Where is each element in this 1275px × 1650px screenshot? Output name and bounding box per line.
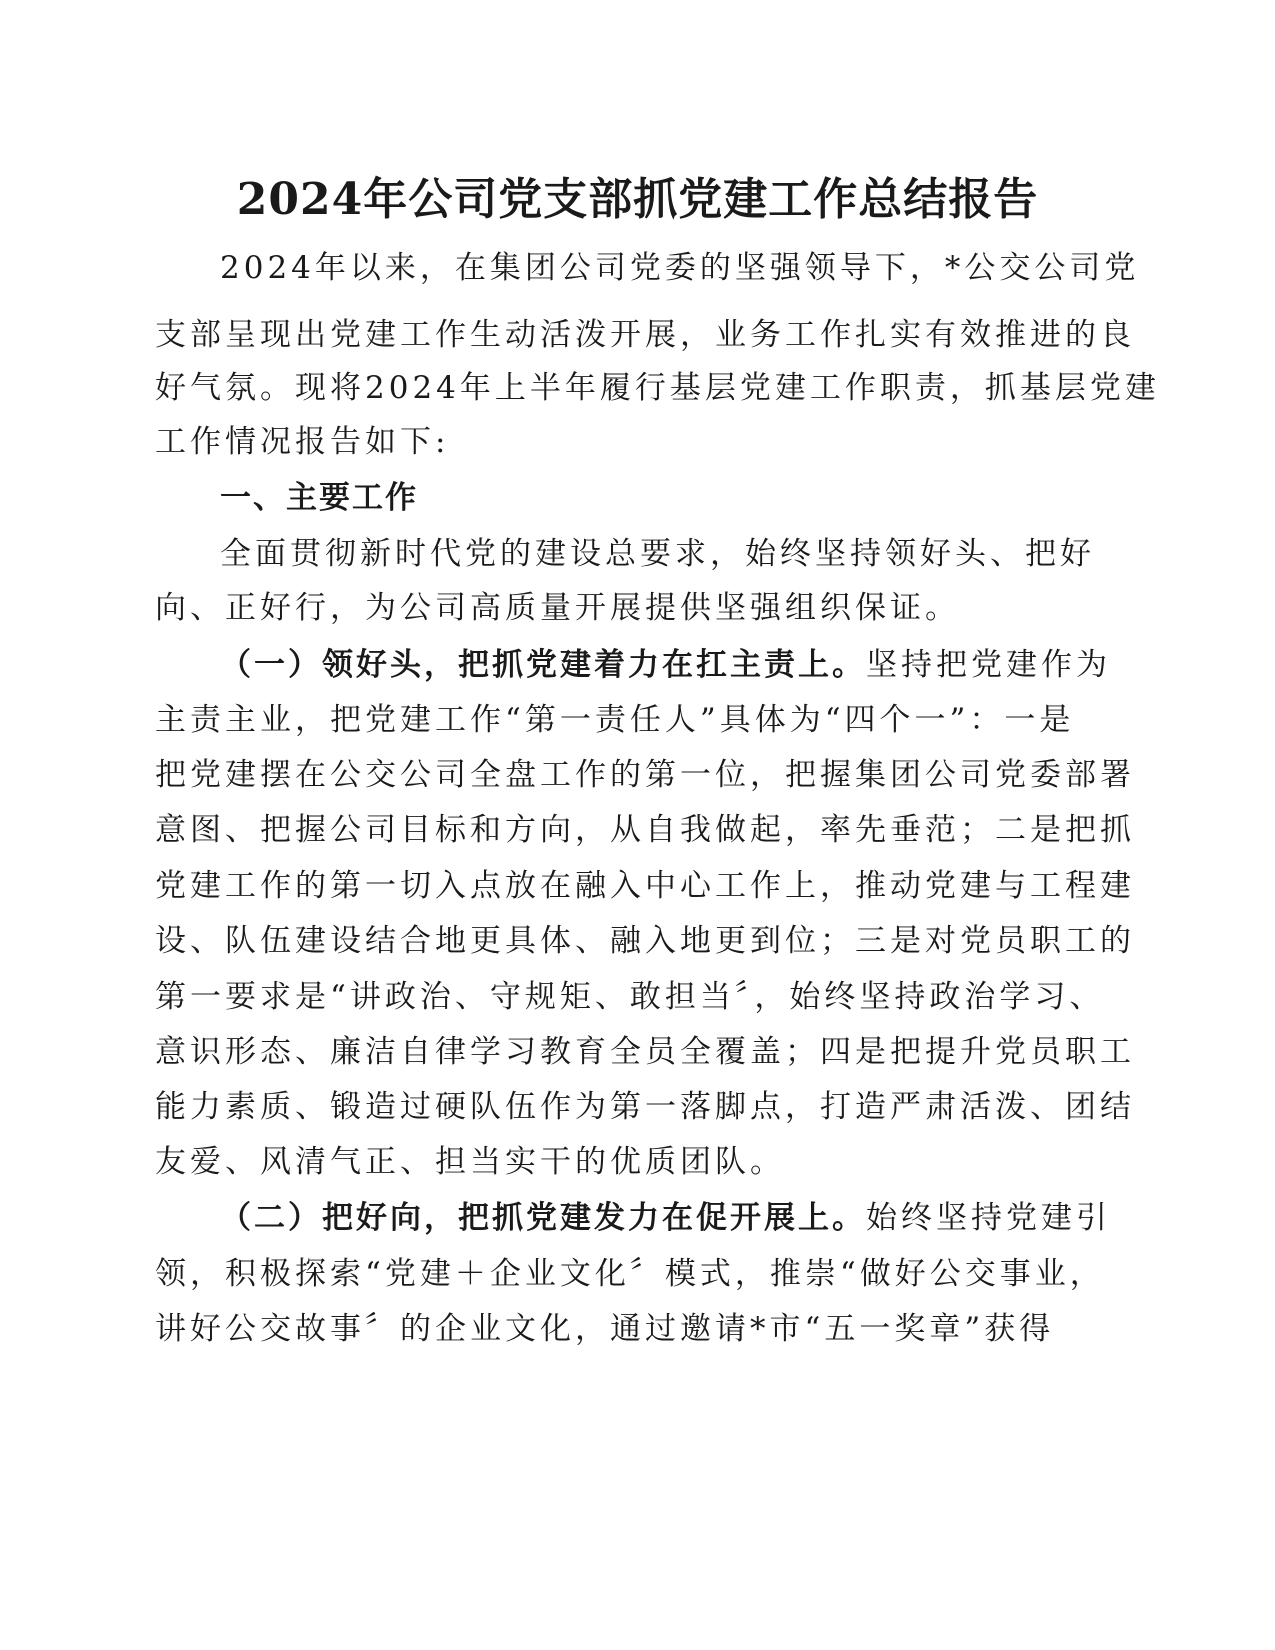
sub1-line-9: 能力素质、锻造过硬队伍作为第一落脚点，打造严肃活泼、团结: [155, 1089, 1135, 1125]
sub1-lead: （一）领好头，把抓党建着力在扛主责上。: [220, 647, 866, 683]
sub1-line-6: 设、队伍建设结合地更具体、融入地更到位；三是对党员职工的: [155, 923, 1135, 959]
document-title: 2024年公司党支部抓党建工作总结报告: [236, 174, 1039, 225]
intro-line-3: 好气氛。现将2024年上半年履行基层党建工作职责，抓基层党建: [155, 370, 1160, 406]
section-heading-main-work: 一、主要工作: [220, 480, 418, 516]
sub1-line-5: 党建工作的第一切入点放在融入中心工作上，推动党建与工程建: [155, 868, 1135, 904]
section1-line-2: 向、正好行，为公司高质量开展提供坚强组织保证。: [155, 590, 960, 626]
sub1-line-1: [220, 645, 1111, 685]
intro-line-2: 支部呈现出党建工作生动活泼开展，业务工作扎实有效推进的良: [155, 317, 1135, 353]
sub1-line-10: 友爱、风清气正、担当实干的优质团队。: [155, 1144, 785, 1180]
sub2-lead: （二）把好向，把抓党建发力在促开展上。: [220, 1200, 866, 1236]
sub1-lead-rest: 坚持把党建作为: [866, 647, 1111, 683]
sub2-line-2: 领，积极探索“党建＋企业文化〞模式，推崇“做好公交事业，: [155, 1256, 1105, 1292]
sub2-lead-rest: 始终坚持党建引: [866, 1200, 1111, 1236]
sub1-line-7: 第一要求是“讲政治、守规矩、敢担当〞，始终坚持政治学习、: [155, 979, 1105, 1015]
sub1-line-3: 把党建摆在公交公司全盘工作的第一位，把握集团公司党委部署: [155, 757, 1135, 793]
sub2-line-1: [220, 1198, 1111, 1238]
sub2-line-3: 讲好公交故事〞的企业文化，通过邀请*市“五一奖章”获得: [155, 1311, 1055, 1347]
sub1-line-4: 意图、把握公司目标和方向，从自我做起，率先垂范；二是把抓: [155, 812, 1135, 848]
section1-line-1: 全面贯彻新时代党的建设总要求，始终坚持领好头、把好: [220, 536, 1095, 572]
sub1-line-8: 意识形态、廉洁自律学习教育全员全覆盖；四是把提升党员职工: [155, 1034, 1135, 1070]
intro-line-1: 2024年以来，在集团公司党委的坚强领导下，*公交公司党: [220, 250, 1140, 286]
sub1-line-2: 主责主业，把党建工作“第一责任人”具体为“四个一”：一是: [155, 702, 1075, 738]
intro-line-4: 工作情况报告如下:: [155, 424, 450, 460]
